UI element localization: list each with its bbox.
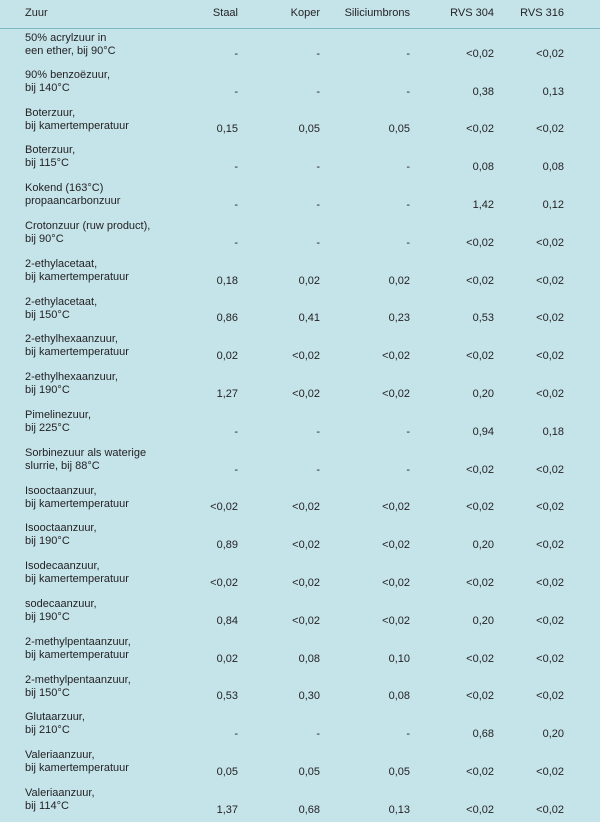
cell-staal: -	[234, 425, 238, 438]
table-row	[0, 444, 600, 482]
cell-rvs-316: <0,02	[536, 47, 564, 60]
table-row	[0, 746, 600, 784]
cell-staal: -	[234, 161, 238, 174]
cell-siliciumbrons: -	[406, 425, 410, 438]
zuur-name-line: Glutaarzuur,	[25, 711, 85, 724]
cell-rvs-316: <0,02	[536, 236, 564, 249]
cell-koper: -	[316, 161, 320, 174]
cell-siliciumbrons: <0,02	[382, 539, 410, 552]
table-row	[0, 368, 600, 406]
cell-rvs-316: <0,02	[536, 803, 564, 816]
cell-zuur	[0, 633, 176, 671]
cell-siliciumbrons: -	[406, 85, 410, 98]
cell-siliciumbrons: -	[406, 463, 410, 476]
cell-zuur	[0, 784, 176, 822]
cell-zuur	[0, 368, 176, 406]
cell-staal: -	[234, 236, 238, 249]
zuur-name-line: Valeriaanzuur,	[25, 749, 95, 762]
cell-koper: -	[316, 47, 320, 60]
cell-koper: -	[316, 728, 320, 741]
cell-zuur	[0, 330, 176, 368]
cell-zuur	[0, 519, 176, 557]
cell-rvs-304: <0,02	[466, 576, 494, 589]
zuur-name-line: Isooctaanzuur,	[25, 522, 97, 535]
cell-rvs-316: <0,02	[536, 652, 564, 665]
cell-rvs-316: 0,20	[542, 728, 564, 741]
cell-rvs-304: <0,02	[466, 236, 494, 249]
cell-koper: -	[316, 463, 320, 476]
cell-rvs-304: 1,42	[472, 198, 494, 211]
cell-rvs-316: 0,08	[542, 161, 564, 174]
cell-rvs-304: 0,68	[472, 728, 494, 741]
cell-rvs-304: 0,20	[472, 387, 494, 400]
header-zuur: Zuur	[0, 0, 176, 28]
cell-rvs-304: <0,02	[466, 463, 494, 476]
cell-zuur	[0, 293, 176, 331]
cell-rvs-304: 0,08	[472, 161, 494, 174]
cell-koper: <0,02	[292, 576, 320, 589]
cell-zuur	[0, 255, 176, 293]
zuur-name-line: een ether, bij 90°C	[25, 44, 116, 57]
cell-staal: -	[234, 85, 238, 98]
cell-staal: 0,02	[216, 350, 238, 363]
zuur-name-line: bij 90°C	[25, 232, 64, 245]
zuur-name-line: Pimelinezuur,	[25, 408, 92, 421]
cell-zuur	[0, 141, 176, 179]
cell-staal: 0,84	[216, 614, 238, 627]
cell-siliciumbrons: <0,02	[382, 614, 410, 627]
table-row	[0, 519, 600, 557]
table-row	[0, 28, 600, 66]
zuur-name-line: bij 190°C	[25, 384, 70, 397]
zuur-name-line: Isooctaanzuur,	[25, 484, 97, 497]
cell-koper: 0,05	[298, 765, 320, 778]
cell-zuur	[0, 406, 176, 444]
cell-rvs-316: <0,02	[536, 576, 564, 589]
header-siliciumbrons: Siliciumbrons	[342, 0, 432, 28]
header-rvs-304: RVS 304	[432, 0, 516, 28]
zuur-name-line: bij kamertemperatuur	[25, 119, 129, 132]
cell-siliciumbrons: 0,05	[388, 765, 410, 778]
table-row	[0, 633, 600, 671]
cell-zuur	[0, 746, 176, 784]
zuur-name-line: bij 225°C	[25, 421, 70, 434]
zuur-name-line: sodecaanzuur,	[25, 597, 97, 610]
cell-zuur	[0, 179, 176, 217]
cell-staal: 1,37	[216, 803, 238, 816]
cell-zuur	[0, 557, 176, 595]
cell-rvs-316: <0,02	[536, 614, 564, 627]
zuur-name-line: slurrie, bij 88°C	[25, 459, 100, 472]
zuur-name-line: 2-ethylhexaanzuur,	[25, 371, 118, 384]
cell-koper: 0,05	[298, 123, 320, 136]
zuur-name-line: 50% acrylzuur in	[25, 31, 107, 44]
table-row	[0, 557, 600, 595]
cell-siliciumbrons: <0,02	[382, 350, 410, 363]
cell-rvs-316: <0,02	[536, 123, 564, 136]
cell-zuur	[0, 217, 176, 255]
cell-zuur	[0, 671, 176, 709]
cell-zuur	[0, 28, 176, 66]
cell-koper: -	[316, 425, 320, 438]
table-row	[0, 406, 600, 444]
cell-staal: 0,05	[216, 765, 238, 778]
cell-siliciumbrons: -	[406, 728, 410, 741]
zuur-name-line: Boterzuur,	[25, 144, 76, 157]
cell-rvs-316: <0,02	[536, 501, 564, 514]
cell-koper: -	[316, 198, 320, 211]
cell-rvs-304: <0,02	[466, 350, 494, 363]
cell-staal: 0,86	[216, 312, 238, 325]
cell-staal: <0,02	[210, 501, 238, 514]
zuur-name-line: bij kamertemperatuur	[25, 346, 129, 359]
cell-koper: <0,02	[292, 539, 320, 552]
cell-koper: -	[316, 85, 320, 98]
cell-rvs-304: <0,02	[466, 765, 494, 778]
cell-rvs-304: 0,20	[472, 614, 494, 627]
zuur-name-line: bij 190°C	[25, 610, 70, 623]
cell-staal: 0,02	[216, 652, 238, 665]
cell-rvs-304: <0,02	[466, 123, 494, 136]
cell-zuur	[0, 482, 176, 520]
cell-rvs-304: 0,53	[472, 312, 494, 325]
table-row	[0, 708, 600, 746]
cell-siliciumbrons: <0,02	[382, 501, 410, 514]
cell-zuur	[0, 104, 176, 142]
cell-rvs-304: <0,02	[466, 652, 494, 665]
cell-koper: <0,02	[292, 387, 320, 400]
cell-staal: 0,18	[216, 274, 238, 287]
cell-rvs-304: <0,02	[466, 690, 494, 703]
zuur-name-line: bij 150°C	[25, 686, 70, 699]
zuur-name-line: bij 115°C	[25, 157, 69, 170]
table-row	[0, 179, 600, 217]
cell-rvs-316: <0,02	[536, 765, 564, 778]
zuur-name-line: Boterzuur,	[25, 106, 76, 119]
table-row	[0, 784, 600, 822]
cell-staal: 0,53	[216, 690, 238, 703]
zuur-name-line: bij kamertemperatuur	[25, 573, 129, 586]
cell-rvs-316: <0,02	[536, 690, 564, 703]
zuur-name-line: Isodecaanzuur,	[25, 560, 100, 573]
table-row	[0, 217, 600, 255]
cell-rvs-316: 0,13	[542, 85, 564, 98]
header-staal: Staal	[176, 0, 260, 28]
cell-zuur	[0, 66, 176, 104]
cell-staal: -	[234, 198, 238, 211]
table-row	[0, 66, 600, 104]
cell-zuur	[0, 444, 176, 482]
cell-siliciumbrons: <0,02	[382, 387, 410, 400]
cell-koper: 0,41	[298, 312, 320, 325]
zuur-name-line: Kokend (163°C)	[25, 182, 104, 195]
zuur-name-line: 2-ethylacetaat,	[25, 257, 98, 270]
cell-siliciumbrons: -	[406, 198, 410, 211]
cell-rvs-304: <0,02	[466, 47, 494, 60]
cell-staal: -	[234, 728, 238, 741]
cell-koper: <0,02	[292, 350, 320, 363]
cell-rvs-316: <0,02	[536, 312, 564, 325]
cell-rvs-304: 0,94	[472, 425, 494, 438]
zuur-name-line: 2-methylpentaanzuur,	[25, 635, 131, 648]
cell-rvs-316: <0,02	[536, 274, 564, 287]
zuur-name-line: Sorbinezuur als waterige	[25, 446, 147, 459]
cell-koper: <0,02	[292, 614, 320, 627]
cell-siliciumbrons: 0,10	[388, 652, 410, 665]
zuur-name-line: bij 114°C	[25, 799, 69, 812]
cell-siliciumbrons: 0,05	[388, 123, 410, 136]
cell-siliciumbrons: 0,23	[388, 312, 410, 325]
cell-koper: -	[316, 236, 320, 249]
cell-staal: <0,02	[210, 576, 238, 589]
cell-siliciumbrons: -	[406, 236, 410, 249]
table-row	[0, 330, 600, 368]
cell-koper: 0,30	[298, 690, 320, 703]
zuur-name-line: bij kamertemperatuur	[25, 762, 129, 775]
cell-koper: 0,68	[298, 803, 320, 816]
zuur-name-line: propaancarbonzuur	[25, 195, 121, 208]
cell-siliciumbrons: -	[406, 161, 410, 174]
zuur-name-line: Crotonzuur (ruw product),	[25, 219, 151, 232]
zuur-name-line: bij kamertemperatuur	[25, 497, 129, 510]
cell-rvs-304: 0,20	[472, 539, 494, 552]
header-row	[0, 0, 600, 28]
cell-staal: 0,15	[216, 123, 238, 136]
cell-siliciumbrons: <0,02	[382, 576, 410, 589]
table-row	[0, 104, 600, 142]
cell-staal: -	[234, 463, 238, 476]
cell-siliciumbrons: -	[406, 47, 410, 60]
cell-zuur	[0, 595, 176, 633]
table-body	[0, 28, 600, 822]
zuur-name-line: bij 150°C	[25, 308, 70, 321]
cell-staal: 0,89	[216, 539, 238, 552]
table-row	[0, 595, 600, 633]
cell-siliciumbrons: 0,13	[388, 803, 410, 816]
cell-siliciumbrons: 0,02	[388, 274, 410, 287]
table-row	[0, 141, 600, 179]
cell-koper: 0,08	[298, 652, 320, 665]
cell-rvs-316: <0,02	[536, 350, 564, 363]
zuur-name-line: bij 140°C	[25, 81, 70, 94]
cell-koper: 0,02	[298, 274, 320, 287]
cell-rvs-304: 0,38	[472, 85, 494, 98]
cell-rvs-316: 0,18	[542, 425, 564, 438]
cell-rvs-316: <0,02	[536, 539, 564, 552]
cell-rvs-304: <0,02	[466, 501, 494, 514]
cell-rvs-316: <0,02	[536, 387, 564, 400]
zuur-name-line: 2-ethylacetaat,	[25, 295, 98, 308]
cell-rvs-304: <0,02	[466, 274, 494, 287]
zuur-name-line: 2-ethylhexaanzuur,	[25, 333, 118, 346]
zuur-name-line: Valeriaanzuur,	[25, 786, 95, 799]
zuur-name-line: 2-methylpentaanzuur,	[25, 673, 131, 686]
table-header	[0, 0, 600, 28]
cell-staal: -	[234, 47, 238, 60]
header-rvs-316: RVS 316	[516, 0, 600, 28]
zuur-name-line: bij 190°C	[25, 535, 70, 548]
zuur-name-line: bij kamertemperatuur	[25, 270, 129, 283]
table-row	[0, 293, 600, 331]
cell-rvs-304: <0,02	[466, 803, 494, 816]
cell-koper: <0,02	[292, 501, 320, 514]
cell-rvs-316: <0,02	[536, 463, 564, 476]
table-row	[0, 482, 600, 520]
table-row	[0, 671, 600, 709]
cell-zuur	[0, 708, 176, 746]
zuur-name-line: bij kamertemperatuur	[25, 648, 129, 661]
zuur-name-line: bij 210°C	[25, 724, 70, 737]
cell-siliciumbrons: 0,08	[388, 690, 410, 703]
table-row	[0, 255, 600, 293]
cell-staal: 1,27	[216, 387, 238, 400]
cell-rvs-316: 0,12	[542, 198, 564, 211]
header-koper: Koper	[260, 0, 342, 28]
zuur-name-line: 90% benzoëzuur,	[25, 68, 111, 81]
